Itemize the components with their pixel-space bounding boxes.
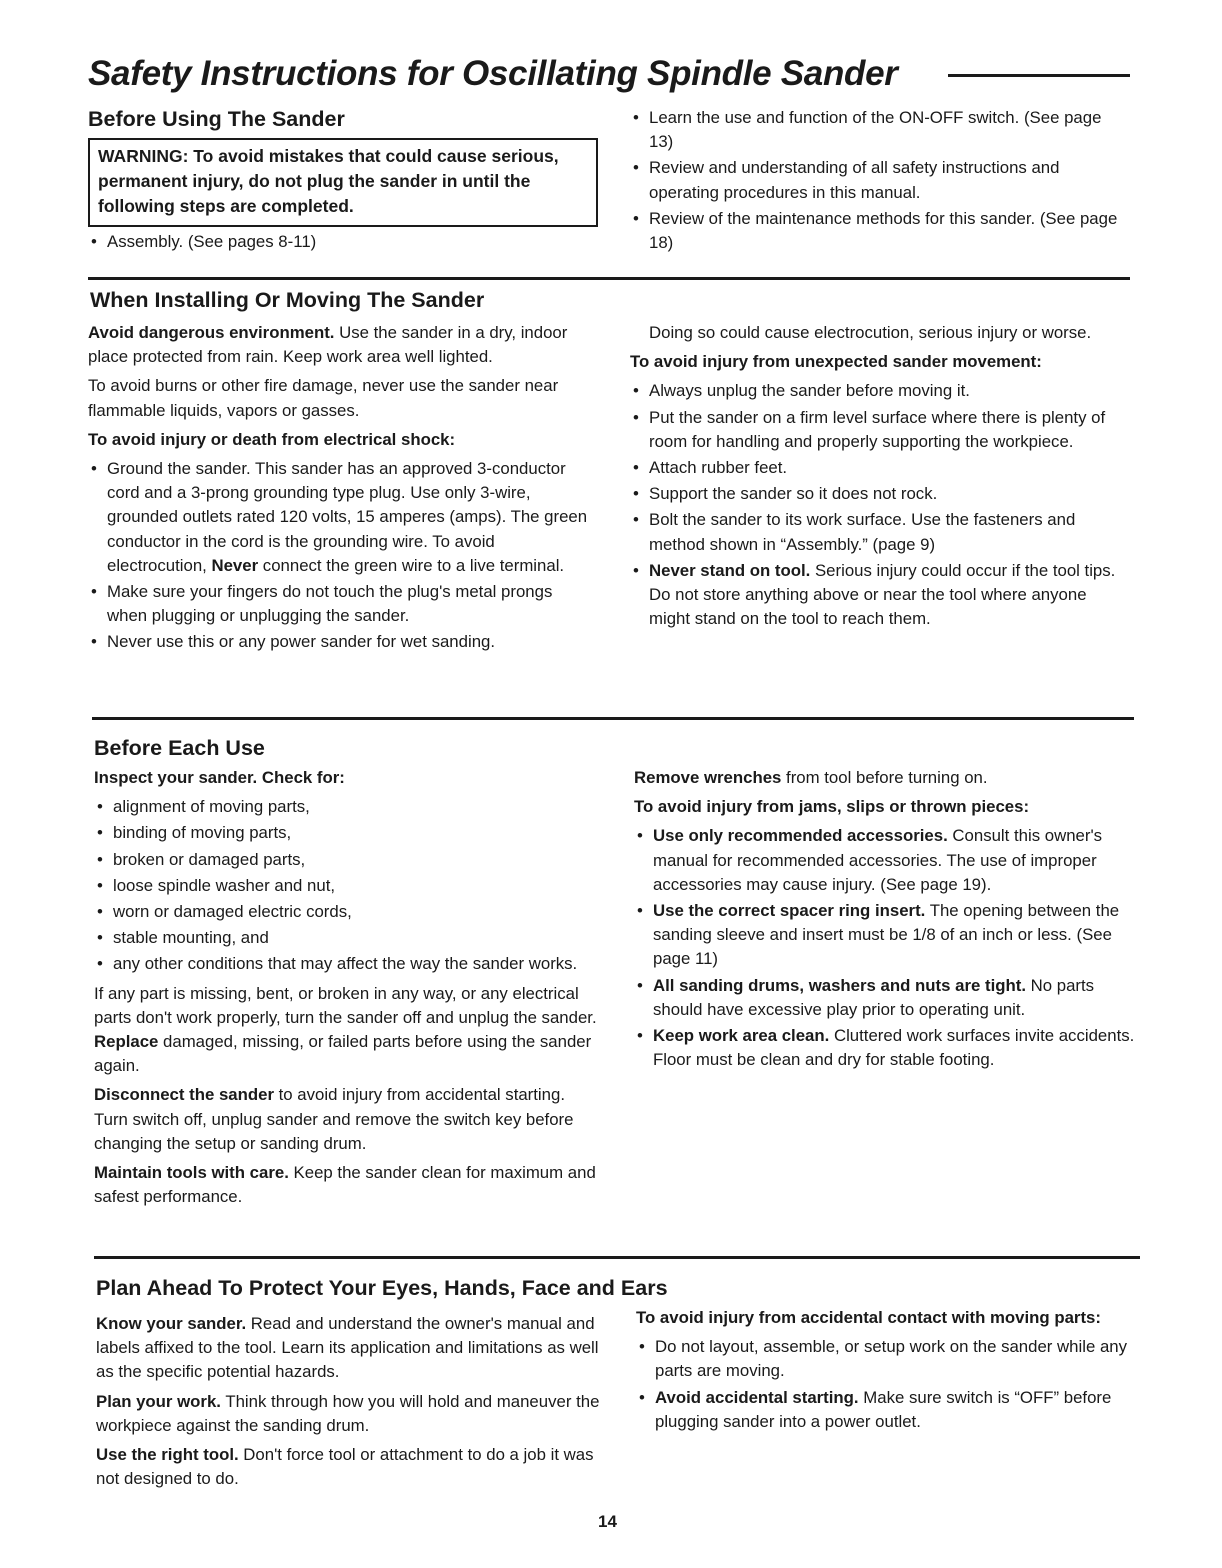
each-use-right-column — [634, 766, 1136, 1077]
item-lead: All sanding drums, washers and nuts are tight. — [653, 975, 1026, 995]
environment-paragraph — [88, 321, 594, 369]
plan-text: Think through how you will hold and maneuver the workpiece against the sanding drum. — [96, 1391, 600, 1435]
before-using-right-list — [630, 106, 1130, 255]
know-lead: Know your sander. — [96, 1314, 247, 1333]
inspect-list — [94, 795, 600, 976]
before-using-right-column — [630, 106, 1130, 260]
section-divider — [88, 277, 1130, 280]
disconnect-text: to avoid injury from accidental starting. Turn switch off, unplug sander and remove the switch key before changing the setup or sanding drum. — [94, 1085, 574, 1153]
continuation-paragraph: Doing so could cause electrocution, serious injury or worse. — [649, 323, 1092, 342]
wrenches-text: from tool before turning on. — [781, 768, 988, 787]
ground-text: Ground the sander. This sander has an approved 3-conductor cord and a 3-prong grounding type plug. Use only 3-wire, grounded outlets rated 120 volts, 15 amperes (amps). The green conductor in the cord is the grounding wire. To avoid electrocution, — [107, 459, 588, 575]
title-rule — [948, 74, 1130, 77]
right-tool-text: Don't force tool or attachment to do a job it was not designed to do. — [96, 1445, 594, 1489]
never-stand-lead: Never stand on tool. — [649, 560, 811, 580]
list-item: • Review and understanding of all safety instructions and operating procedures in this manual. — [630, 156, 1130, 204]
list-item: • Assembly. (See pages 8-11) — [88, 230, 588, 254]
list-item: • Bolt the sander to its work surface. Use the fasteners and method shown in “Assembly.” (page 9) — [630, 508, 1132, 556]
each-use-left-column — [94, 766, 600, 1214]
disconnect-paragraph — [94, 1083, 600, 1156]
list-item: • stable mounting, and — [94, 926, 600, 950]
section-divider — [92, 717, 1134, 720]
list-item — [634, 899, 1136, 972]
right-tool-paragraph — [96, 1443, 602, 1491]
inspect-heading: Inspect your sander. Check for: — [94, 768, 345, 787]
list-item: • Review of the maintenance methods for this sander. (See page 18) — [630, 207, 1130, 255]
item-lead: Use the correct spacer ring insert. — [653, 901, 926, 921]
disconnect-lead: Disconnect the sander — [94, 1085, 274, 1105]
ground-emphasis: Never — [211, 555, 259, 575]
list-item: • any other conditions that may affect the way the sander works. — [94, 952, 600, 976]
installing-left-column — [88, 321, 594, 660]
know-text: Read and understand the owner's manual and labels affixed to the tool. Learn its application and limitations as well as the specific potential hazards. — [96, 1314, 599, 1382]
installing-heading: When Installing Or Moving The Sander — [90, 288, 485, 312]
contact-heading: To avoid injury from accidental contact with moving parts: — [636, 1308, 1101, 1327]
wrenches-lead: Remove wrenches — [634, 768, 782, 787]
item-lead: Use only recommended accessories. — [653, 826, 948, 846]
missing-paragraph — [94, 982, 600, 1079]
movement-heading: To avoid injury from unexpected sander movement: — [630, 352, 1042, 372]
movement-list — [630, 379, 1132, 631]
missing-text-end: damaged, missing, or failed parts before using the sander again. — [94, 1032, 592, 1076]
list-item: • Put the sander on a firm level surface where there is plenty of room for handling and properly supporting the workpiece. — [630, 406, 1132, 454]
page-title: Safety Instructions for Oscillating Spindle Sander — [88, 54, 898, 93]
starting-lead: Avoid accidental starting. — [655, 1387, 859, 1407]
list-item: • alignment of moving parts, — [94, 795, 600, 819]
starting-text: Make sure switch is “OFF” before plugging sander into a power outlet. — [655, 1387, 1112, 1431]
plan-ahead-right-column — [636, 1306, 1140, 1439]
list-item: • binding of moving parts, — [94, 821, 600, 845]
environment-lead: Avoid dangerous environment. — [88, 323, 335, 342]
list-item: • Support the sander so it does not rock. — [630, 482, 1132, 506]
list-item: • worn or damaged electric cords, — [94, 900, 600, 924]
fire-paragraph: To avoid burns or other fire damage, never use the sander near flammable liquids, vapors or gasses. — [88, 376, 559, 420]
installing-right-column — [630, 321, 1132, 636]
maintain-lead: Maintain tools with care. — [94, 1163, 289, 1183]
list-item: • Always unplug the sander before moving it. — [630, 379, 1132, 403]
environment-text: Use the sander in a dry, indoor place protected from rain. Keep work area well lighted. — [88, 323, 568, 367]
item-text: Consult this owner's manual for recommended accessories. The use of improper accessories may cause injury. (See page 19). — [653, 826, 1103, 894]
list-item — [634, 1024, 1136, 1072]
list-item: • Attach rubber feet. — [630, 456, 1132, 480]
item-text: Cluttered work surfaces invite accidents. Floor must be clean and dry for stable footing. — [653, 1026, 1135, 1070]
list-item: • Learn the use and function of the ON-OFF switch. (See page 13) — [630, 106, 1130, 154]
list-item — [634, 974, 1136, 1022]
list-item — [88, 457, 594, 578]
never-stand-text: Serious injury could occur if the tool tips. Do not store anything above or near the tool where anyone might stand on the tool to reach them. — [649, 560, 1116, 629]
list-item — [630, 559, 1132, 632]
plan-paragraph — [96, 1390, 602, 1438]
list-item: • broken or damaged parts, — [94, 848, 600, 872]
item-lead: Keep work area clean. — [653, 1026, 830, 1046]
jams-list — [634, 824, 1136, 1072]
before-using-left-list — [88, 230, 588, 254]
list-item: • loose spindle washer and nut, — [94, 874, 600, 898]
item-text: The opening between the sanding sleeve and insert must be 1/8 of an inch or less. (See page 11) — [653, 901, 1120, 969]
before-using-left-column — [88, 230, 588, 259]
section-divider — [94, 1256, 1140, 1259]
replace-emphasis: Replace — [94, 1032, 159, 1052]
contact-list — [636, 1335, 1140, 1434]
list-item — [636, 1386, 1140, 1434]
ground-text-end: connect the green wire to a live terminal. — [258, 555, 565, 575]
list-item — [634, 824, 1136, 897]
know-paragraph — [96, 1312, 602, 1385]
page-number: 14 — [598, 1512, 617, 1531]
item-text: No parts should have excessive play prior to operating unit. — [653, 975, 1095, 1019]
maintain-text: Keep the sander clean for maximum and safest performance. — [94, 1163, 596, 1207]
right-tool-lead: Use the right tool. — [96, 1445, 239, 1465]
wrenches-paragraph — [634, 766, 1136, 790]
list-item: • Make sure your fingers do not touch the plug's metal prongs when plugging or unplugging the sander. — [88, 580, 594, 628]
jams-heading: To avoid injury from jams, slips or thrown pieces: — [634, 797, 1030, 817]
warning-box: WARNING: To avoid mistakes that could cause serious, permanent injury, do not plug the sander in until the following steps are completed. — [88, 138, 598, 227]
before-using-heading: Before Using The Sander — [88, 107, 345, 131]
plan-ahead-left-column — [96, 1312, 602, 1496]
each-use-heading: Before Each Use — [94, 736, 265, 760]
list-item: • Do not layout, assemble, or setup work on the sander while any parts are moving. — [636, 1335, 1140, 1383]
shock-list — [88, 457, 594, 655]
plan-ahead-heading: Plan Ahead To Protect Your Eyes, Hands, Face and Ears — [96, 1276, 668, 1300]
plan-lead: Plan your work. — [96, 1391, 221, 1411]
shock-heading: To avoid injury or death from electrical shock: — [88, 429, 456, 449]
missing-text: If any part is missing, bent, or broken in any way, or any electrical parts don't work properly, turn the sander off and unplug the sander. — [94, 983, 597, 1027]
maintain-paragraph — [94, 1161, 600, 1209]
list-item: • Never use this or any power sander for wet sanding. — [88, 630, 594, 654]
